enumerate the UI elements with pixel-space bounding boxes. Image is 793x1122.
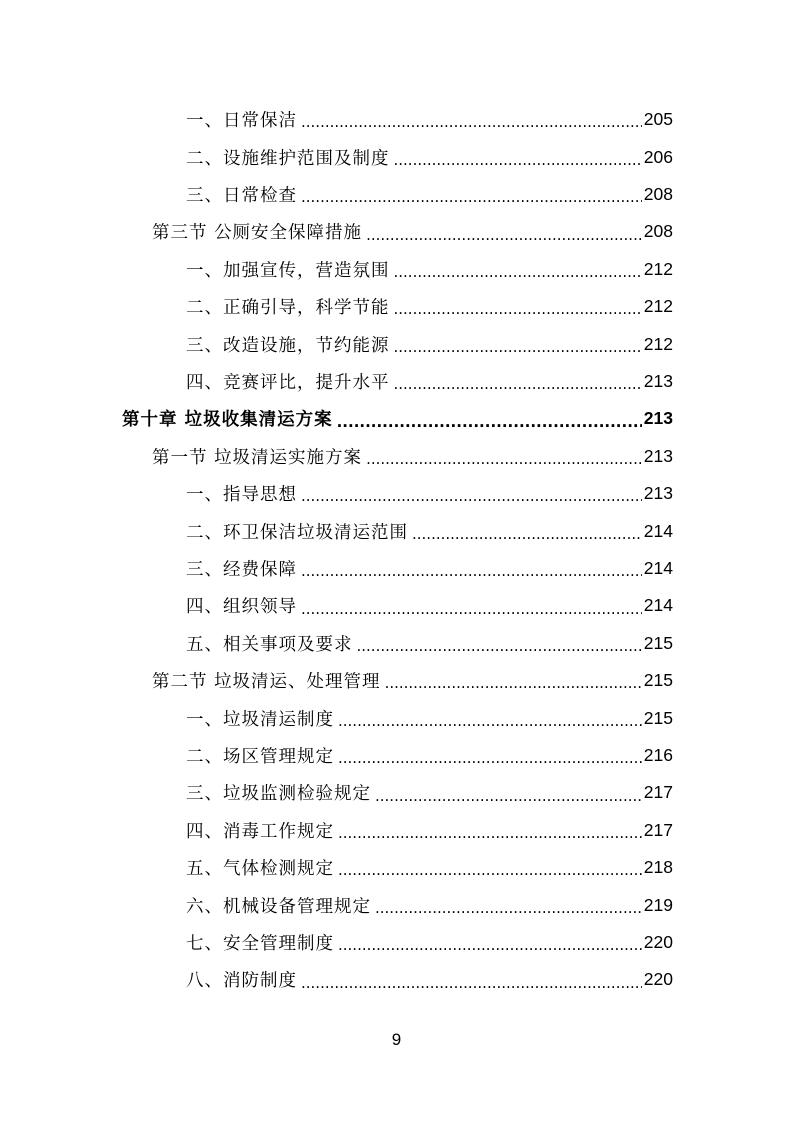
dot-leader	[366, 228, 642, 251]
toc-entry-item[interactable]	[0, 849, 793, 886]
toc-entry-page: 214	[643, 557, 673, 578]
toc-entry-item[interactable]	[0, 101, 793, 138]
toc-entry-page: 220	[643, 931, 673, 952]
dot-leader	[301, 489, 642, 512]
dot-leader	[375, 789, 642, 812]
dot-leader	[338, 826, 642, 849]
toc-entry-title: 三、垃圾监测检验规定	[186, 784, 371, 805]
dot-leader	[394, 377, 642, 400]
toc-entry-section[interactable]	[0, 662, 793, 699]
toc-entry-title: 二、场区管理规定	[186, 746, 334, 767]
dot-leader	[301, 115, 642, 138]
dot-leader	[338, 938, 642, 961]
toc-entry-item[interactable]	[0, 961, 793, 998]
toc-entry-page: 206	[643, 146, 673, 167]
dot-leader	[338, 714, 642, 737]
toc-entry-item[interactable]	[0, 512, 793, 549]
toc-entry-title: 一、日常保洁	[186, 111, 297, 132]
toc-entry-page: 213	[643, 370, 673, 391]
toc-entry-title: 二、设施维护范围及制度	[186, 148, 390, 169]
toc-entry-title: 第三节 公厕安全保障措施	[152, 223, 363, 244]
dot-leader	[385, 676, 642, 699]
toc-entry-page: 213	[643, 408, 673, 429]
dot-leader	[301, 190, 642, 213]
toc-entry-page: 213	[643, 483, 673, 504]
dot-leader	[412, 527, 642, 550]
toc-entry-title: 五、气体检测规定	[186, 859, 334, 880]
toc-entry-item[interactable]	[0, 251, 793, 288]
toc-entry-title: 八、消防制度	[186, 971, 297, 992]
toc-entry-page: 215	[643, 632, 673, 653]
toc-entry-page: 219	[643, 894, 673, 915]
toc-entry-item[interactable]	[0, 288, 793, 325]
toc-entry-page: 208	[643, 183, 673, 204]
toc-entry-page: 208	[643, 221, 673, 242]
dot-leader	[338, 751, 642, 774]
toc-entry-title: 四、消毒工作规定	[186, 821, 334, 842]
dot-leader	[366, 452, 642, 475]
dot-leader	[337, 415, 642, 438]
toc-entry-item[interactable]	[0, 625, 793, 662]
toc-entry-title: 六、机械设备管理规定	[186, 896, 371, 917]
toc-entry-item[interactable]	[0, 587, 793, 624]
dot-leader	[375, 901, 642, 924]
dot-leader	[338, 863, 642, 886]
toc-entry-title: 七、安全管理制度	[186, 933, 334, 954]
toc-entry-title: 一、指导思想	[186, 485, 297, 506]
dot-leader	[357, 639, 642, 662]
toc-entry-title: 二、正确引导，科学节能	[186, 298, 390, 319]
toc-entry-title: 一、加强宣传，营造氛围	[186, 260, 390, 281]
page-number: 9	[391, 1030, 402, 1049]
toc-entry-title: 四、组织领导	[186, 597, 297, 618]
dot-leader	[394, 302, 642, 325]
toc-entry-page: 212	[643, 296, 673, 317]
toc-entry-page: 212	[643, 258, 673, 279]
toc-entry-item[interactable]	[0, 699, 793, 736]
toc-entry-title: 第十章 垃圾收集清运方案	[122, 410, 333, 431]
toc-entry-page: 215	[643, 670, 673, 691]
toc-entry-page: 215	[643, 707, 673, 728]
dot-leader	[301, 564, 642, 587]
toc-entry-item[interactable]	[0, 924, 793, 961]
toc-entry-title: 三、经费保障	[186, 559, 297, 580]
toc-entry-title: 一、垃圾清运制度	[186, 709, 334, 730]
toc-entry-item[interactable]	[0, 774, 793, 811]
toc-entry-item[interactable]	[0, 550, 793, 587]
toc-entry-item[interactable]	[0, 176, 793, 213]
dot-leader	[394, 265, 642, 288]
toc-entry-section[interactable]	[0, 438, 793, 475]
dot-leader	[301, 976, 642, 999]
toc-entry-title: 第二节 垃圾清运、处理管理	[152, 672, 381, 693]
toc-entry-chapter[interactable]	[0, 400, 793, 437]
toc-entry-item[interactable]	[0, 138, 793, 175]
toc-entry-page: 214	[643, 520, 673, 541]
toc-entry-page: 212	[643, 333, 673, 354]
toc-entry-page: 205	[643, 109, 673, 130]
toc-entry-page: 217	[643, 782, 673, 803]
dot-leader	[394, 340, 642, 363]
toc-entry-page: 218	[643, 857, 673, 878]
toc-entry-title: 二、环卫保洁垃圾清运范围	[186, 522, 408, 543]
toc-entry-page: 213	[643, 445, 673, 466]
toc-entry-page: 217	[643, 819, 673, 840]
dot-leader	[301, 602, 642, 625]
toc-entry-item[interactable]	[0, 325, 793, 362]
toc-entry-title: 第一节 垃圾清运实施方案	[152, 447, 363, 468]
toc-entry-title: 三、日常检查	[186, 185, 297, 206]
toc-entry-title: 五、相关事项及要求	[186, 634, 353, 655]
dot-leader	[394, 153, 642, 176]
toc-entry-title: 四、竞赛评比，提升水平	[186, 372, 390, 393]
toc-entry-page: 214	[643, 595, 673, 616]
toc-entry-section[interactable]	[0, 213, 793, 250]
toc-entry-item[interactable]	[0, 812, 793, 849]
toc-entry-title: 三、改造设施，节约能源	[186, 335, 390, 356]
toc-entry-item[interactable]	[0, 886, 793, 923]
toc-entry-item[interactable]	[0, 363, 793, 400]
toc-entry-page: 220	[643, 969, 673, 990]
toc-entry-item[interactable]	[0, 475, 793, 512]
toc-entry-item[interactable]	[0, 737, 793, 774]
toc-entry-page: 216	[643, 744, 673, 765]
